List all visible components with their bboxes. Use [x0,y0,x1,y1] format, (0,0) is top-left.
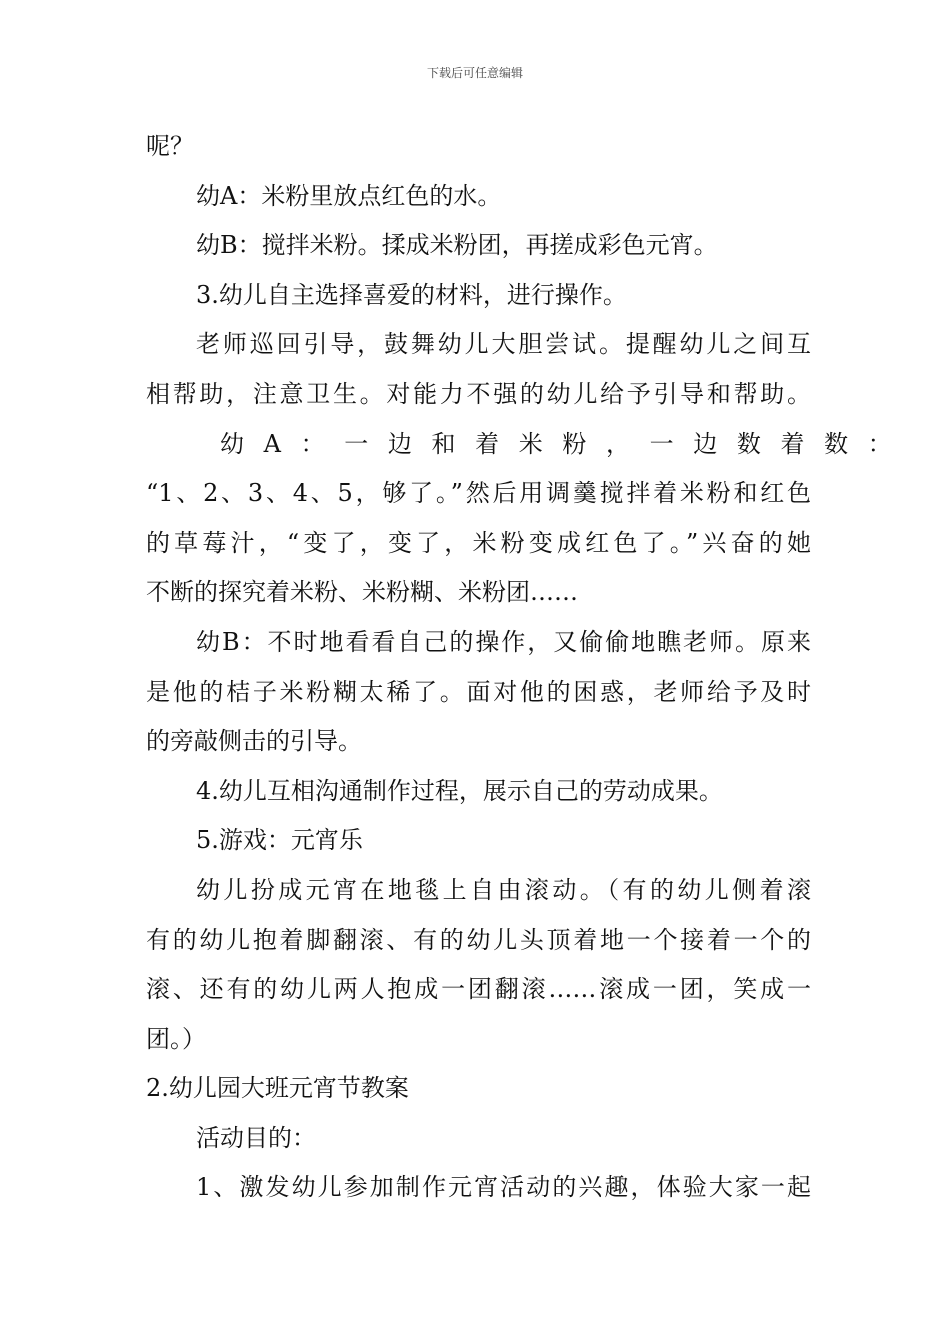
text-line: 活动目的： [196,1123,316,1152]
text-line: 幼 A ： 一 边 和 着 米 粉 ， 一 边 数 着 数 ： [220,429,898,458]
text-line: 幼A：米粉里放点红色的水。 [196,181,502,210]
text-line: 老师巡回引导，鼓舞幼儿大胆尝试。提醒幼儿之间互 [196,330,811,359]
text-line: 幼B：不时地看看自己的操作，又偷偷地瞧老师。原来 [196,627,811,656]
text-line: 的草莓汁，“变了，变了，米粉变成红色了。”兴奋的她 [146,528,811,557]
text-line: 幼儿扮成元宵在地毯上自由滚动。（有的幼儿侧着滚 [196,875,811,904]
text-line: 的旁敲侧击的引导。 [146,727,362,756]
text-line: 5.游戏：元宵乐 [196,826,363,855]
text-line: 3.幼儿自主选择喜爱的材料，进行操作。 [196,280,627,309]
page-header-note: 下载后可任意编辑 [426,66,523,80]
text-line: 是他的桔子米粉糊太稀了。面对他的困惑，老师给予及时 [146,677,811,706]
section-heading: 2.幼儿园大班元宵节教案 [146,1074,409,1103]
text-line: 不断的探究着米粉、米粉糊、米粉团…… [146,578,578,607]
text-line: 1、激发幼儿参加制作元宵活动的兴趣，体验大家一起 [196,1173,811,1202]
text-line: 4.幼儿互相沟通制作过程，展示自己的劳动成果。 [196,776,723,805]
text-line: “1、2、3、4、5，够了。”然后用调羹搅拌着米粉和红色 [146,479,811,508]
text-line: 相帮助，注意卫生。对能力不强的幼儿给予引导和帮助。 [146,379,811,408]
text-line: 团。） [146,1024,206,1053]
text-line: 呢？ [146,132,194,160]
text-line: 有的幼儿抱着脚翻滚、有的幼儿头顶着地一个接着一个的 [146,925,811,954]
document-body [146,122,898,1213]
text-line: 滚、还有的幼儿两人抱成一团翻滚……滚成一团，笑成一 [146,975,811,1004]
text-line: 幼B：搅拌米粉。揉成米粉团，再搓成彩色元宵。 [196,231,718,260]
